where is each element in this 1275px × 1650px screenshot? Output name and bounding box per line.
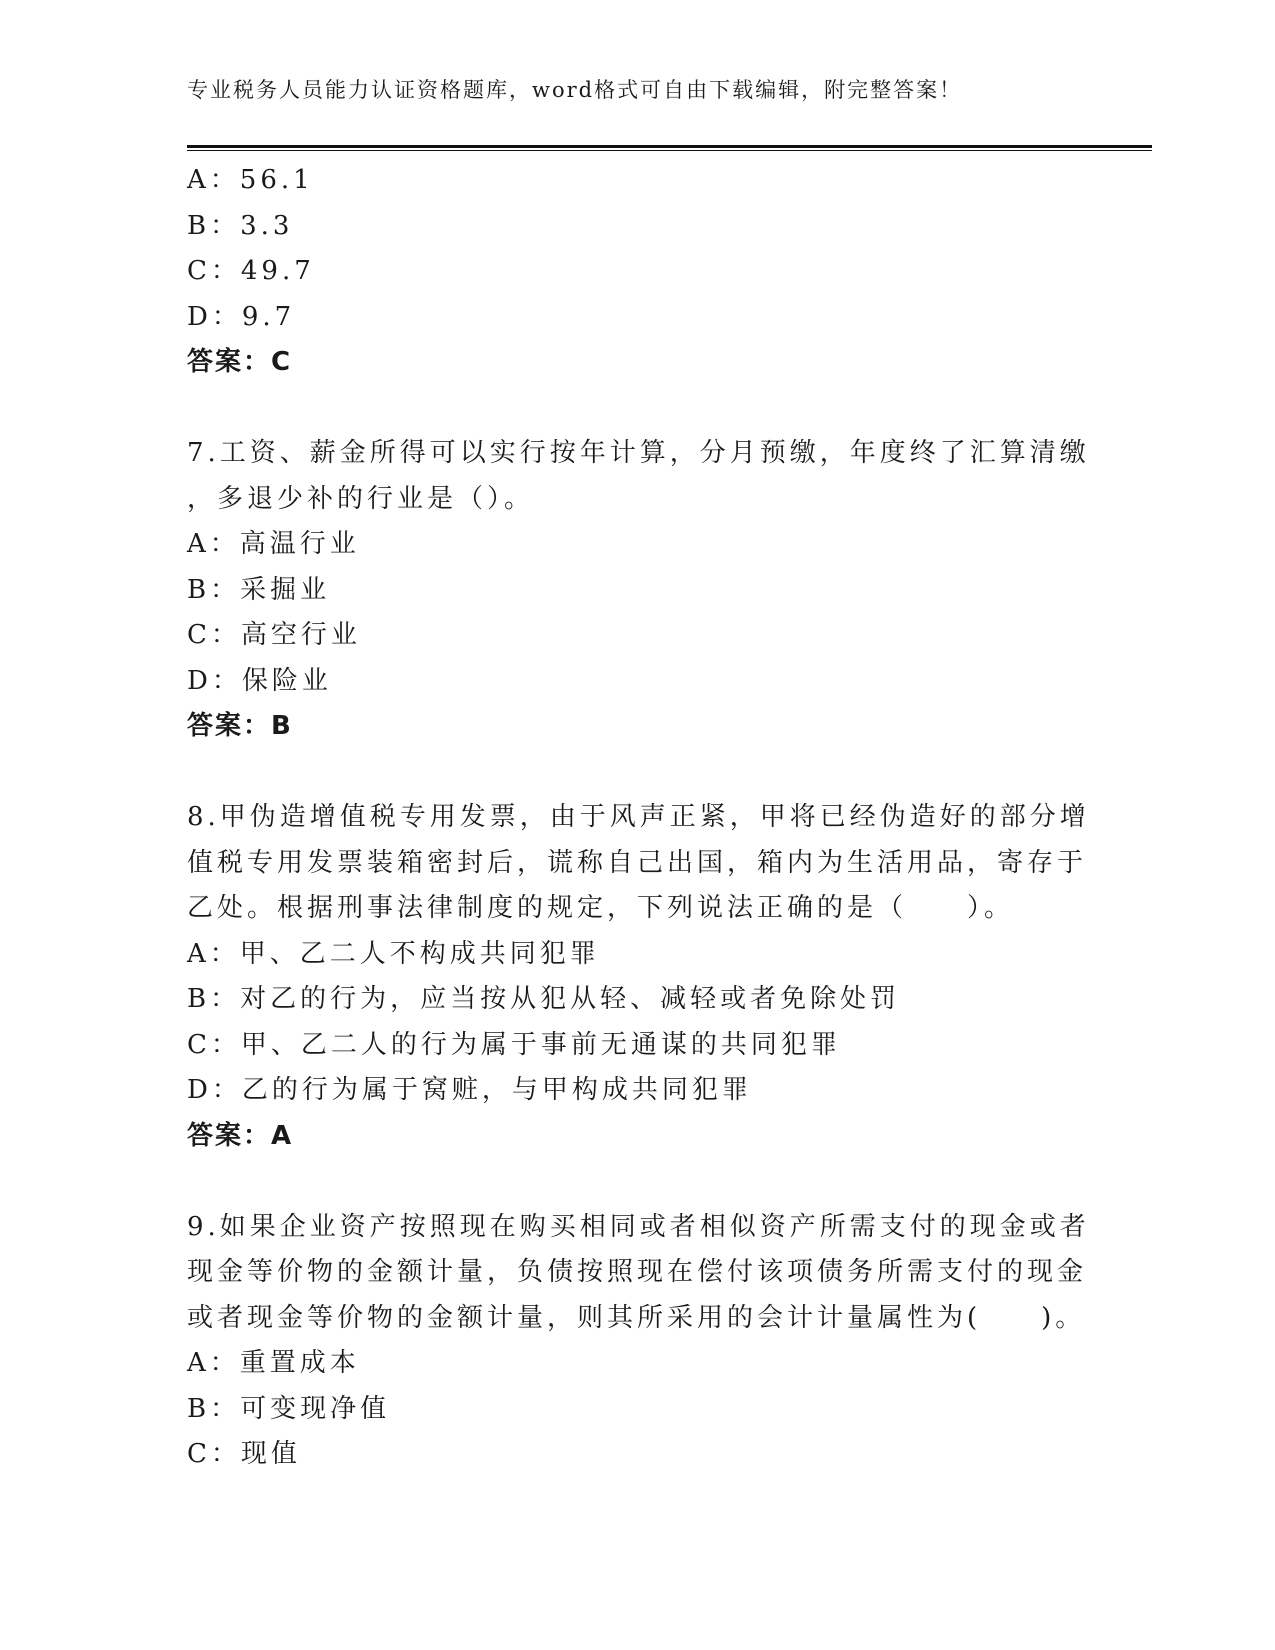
- question-block: [187, 795, 1090, 1159]
- option-b: B：3.3: [187, 210, 294, 241]
- option-a: A：高温行业: [187, 529, 360, 559]
- header-rule-thin: [187, 150, 1152, 151]
- option-a: A：甲、乙二人不构成共同犯罪: [187, 938, 600, 969]
- answer: 答案：A: [187, 1120, 294, 1151]
- option-c: C：高空行业: [187, 620, 361, 650]
- question-stem-line: 8.甲伪造增值税专用发票，由于风声正紧，甲将已经伪造好的部分增: [187, 802, 1090, 832]
- question-list: [187, 158, 1090, 1478]
- question-stem-line: ，多退少补的行业是（）。: [187, 483, 535, 514]
- option-c: C：49.7: [187, 256, 315, 286]
- spacer: [187, 386, 1087, 432]
- option-d: D：9.7: [187, 301, 296, 332]
- question-block: [187, 158, 1087, 386]
- option-d: D：保险业: [187, 665, 332, 696]
- question-block: [187, 431, 1090, 750]
- option-a: A：56.1: [187, 165, 314, 195]
- option-c: C：现值: [187, 1439, 301, 1469]
- option-b: B：对乙的行为，应当按从犯从轻、减轻或者免除处罚: [187, 984, 901, 1014]
- question-stem-line: 或者现金等价物的金额计量，则其所采用的会计计量属性为( )。: [187, 1302, 1086, 1333]
- option-b: B：采掘业: [187, 574, 331, 605]
- question-stem-line: 乙处。根据刑事法律制度的规定，下列说法正确的是（ ）。: [187, 893, 1015, 923]
- option-a: A：重置成本: [187, 1348, 360, 1378]
- spacer: [187, 750, 1087, 796]
- question-stem-line: 值税专用发票装箱密封后，谎称自己出国，箱内为生活用品，寄存于: [187, 847, 1088, 878]
- answer: 答案：C: [187, 347, 293, 377]
- header-rule-thick: [187, 145, 1152, 148]
- page-header: 专业税务人员能力认证资格题库，word格式可自由下载编辑，附完整答案！: [187, 78, 963, 102]
- question-block: [187, 1205, 1090, 1478]
- option-b: B：可变现净值: [187, 1393, 391, 1424]
- option-c: C：甲、乙二人的行为属于事前无通谋的共同犯罪: [187, 1029, 841, 1060]
- question-stem-line: 7.工资、薪金所得可以实行按年计算，分月预缴，年度终了汇算清缴: [187, 438, 1090, 468]
- question-stem-line: 9.如果企业资产按照现在购买相同或者相似资产所需支付的现金或者: [187, 1211, 1090, 1242]
- option-d: D：乙的行为属于窝赃，与甲构成共同犯罪: [187, 1075, 752, 1105]
- question-stem-line: 现金等价物的金额计量，负债按照现在偿付该项债务所需支付的现金: [187, 1257, 1088, 1287]
- spacer: [187, 1159, 1087, 1205]
- answer: 答案：B: [187, 711, 293, 741]
